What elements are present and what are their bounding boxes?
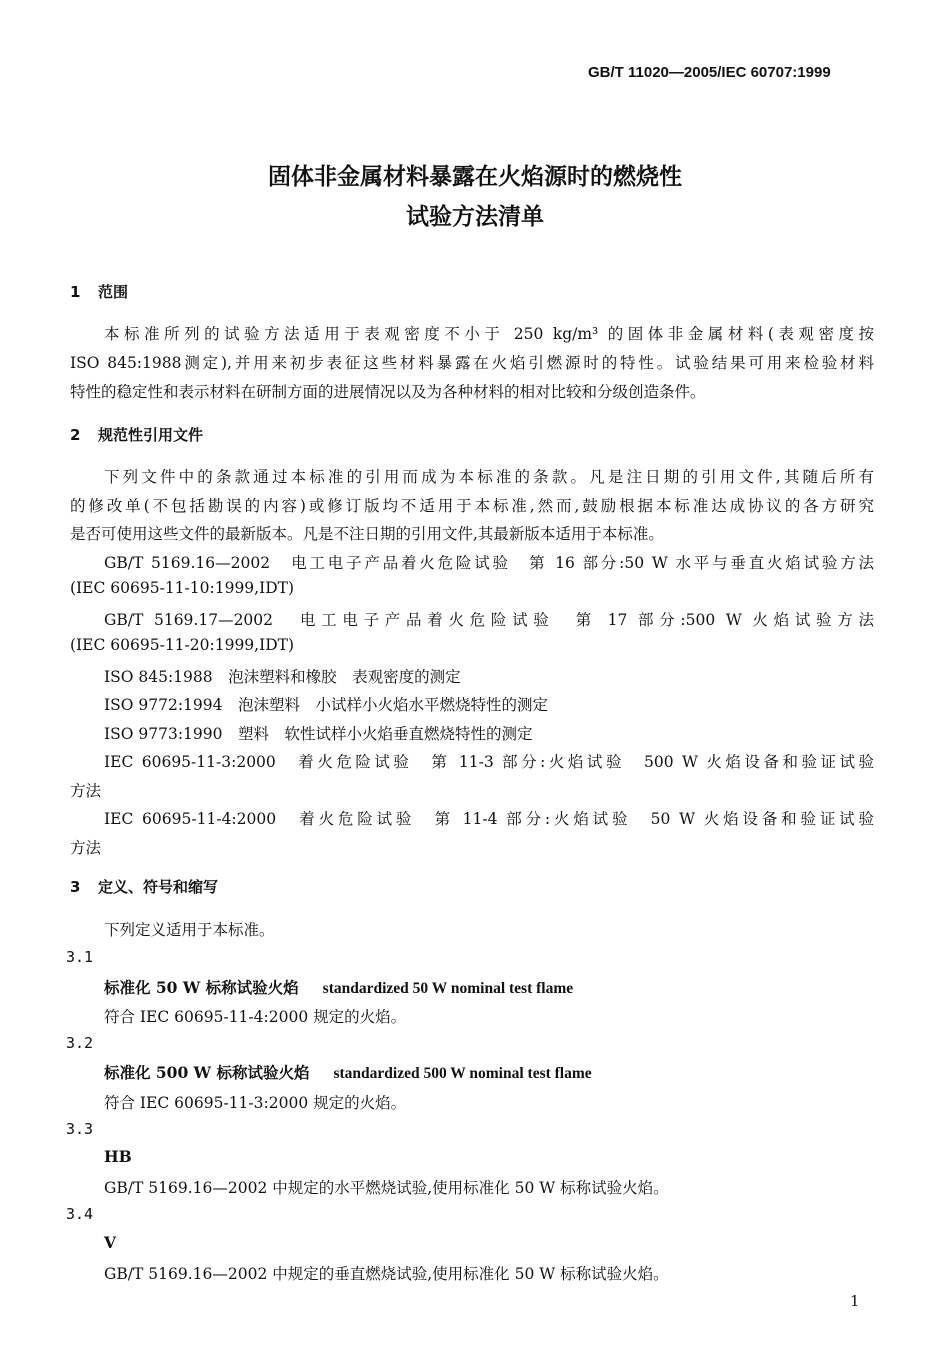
definition-text: 符合 IEC 60695-11-3:2000 规定的火焰。 xyxy=(104,1094,407,1112)
reference-item: IEC 60695-11-4:2000 着火危险试验 第 11-4 部分:火焰试验 50 W 火焰设备和验证试验 xyxy=(104,810,874,828)
section-3-heading xyxy=(70,876,218,897)
reference-item: GB/T 5169.16—2002 电工电子产品着火危险试验 第 16 部分:50 W 水平与垂直火焰试验方法 xyxy=(104,554,874,572)
definition-term xyxy=(104,1061,592,1083)
term-chinese: 标准化 50 W 标称试验火焰 xyxy=(104,978,299,997)
definition-text: 符合 IEC 60695-11-4:2000 规定的火焰。 xyxy=(104,1008,407,1026)
section-1-heading xyxy=(70,281,128,302)
paragraph-line: 是否可使用这些文件的最新版本。凡是不注日期的引用文件,其最新版本适用于本标准。 xyxy=(70,525,664,543)
section-title: 定义、符号和缩写 xyxy=(98,878,219,896)
page-title: 固体非金属材料暴露在火焰源时的燃烧性 xyxy=(268,164,682,190)
section-number: 2 xyxy=(70,426,81,444)
paragraph-line: 的修改单(不包括勘误的内容)或修订版均不适用于本标准,然而,鼓励根据本标准达成协议的各方研究 xyxy=(70,497,874,515)
term-english: standardized 500 W nominal test flame xyxy=(333,1065,592,1082)
paragraph-line: 下列文件中的条款通过本标准的引用而成为本标准的条款。凡是注日期的引用文件,其随后所有 xyxy=(104,468,874,486)
section-number: 1 xyxy=(70,283,81,301)
section-2-heading xyxy=(70,424,203,445)
definition-number: 3.4 xyxy=(66,1205,94,1223)
definition-term: HB xyxy=(104,1147,132,1166)
section-title: 范围 xyxy=(98,283,129,301)
definition-number: 3.1 xyxy=(66,948,94,966)
reference-item: ISO 845:1988 泡沫塑料和橡胶 表观密度的测定 xyxy=(104,668,461,686)
definition-term xyxy=(104,976,573,998)
reference-item: GB/T 5169.17—2002 电工电子产品着火危险试验 第 17 部分:500 W 火焰试验方法 xyxy=(104,611,874,629)
section-number: 3 xyxy=(70,878,81,896)
definition-number: 3.2 xyxy=(66,1034,94,1052)
reference-item: ISO 9773:1990 塑料 软性试样小火焰垂直燃烧特性的测定 xyxy=(104,725,533,743)
definitions-intro: 下列定义适用于本标准。 xyxy=(104,921,275,939)
definition-term: V xyxy=(104,1233,117,1252)
standard-code: GB/T 11020—2005/IEC 60707:1999 xyxy=(588,64,831,81)
reference-item: IEC 60695-11-3:2000 着火危险试验 第 11-3 部分:火焰试验 500 W 火焰设备和验证试验 xyxy=(104,753,874,771)
term-chinese: 标准化 500 W 标称试验火焰 xyxy=(104,1063,310,1082)
paragraph-line: ISO 845:1988测定),并用来初步表征这些材料暴露在火焰引燃源时的特性。试验结果可用来检验材料 xyxy=(70,354,874,372)
paragraph-line: 本标准所列的试验方法适用于表观密度不小于 250 kg/m³ 的固体非金属材料(表观密度按 xyxy=(104,325,874,343)
page-number: 1 xyxy=(850,1292,860,1310)
definition-number: 3.3 xyxy=(66,1120,94,1138)
reference-item: ISO 9772:1994 泡沫塑料 小试样小火焰水平燃烧特性的测定 xyxy=(104,696,548,714)
term-english: standardized 50 W nominal test flame xyxy=(322,980,574,997)
section-title: 规范性引用文件 xyxy=(98,426,204,444)
page-subtitle: 试验方法清单 xyxy=(406,204,544,230)
definition-text: GB/T 5169.16—2002 中规定的水平燃烧试验,使用标准化 50 W 标称试验火焰。 xyxy=(104,1179,669,1197)
reference-item-continued: 方法 xyxy=(70,782,102,800)
reference-item-continued: (IEC 60695-11-10:1999,IDT) xyxy=(70,579,295,597)
paragraph-line: 特性的稳定性和表示材料在研制方面的进展情况以及为各种材料的相对比较和分级创造条件。 xyxy=(70,383,706,401)
definition-text: GB/T 5169.16—2002 中规定的垂直燃烧试验,使用标准化 50 W 标称试验火焰。 xyxy=(104,1265,669,1283)
reference-item-continued: 方法 xyxy=(70,839,102,857)
reference-item-continued: (IEC 60695-11-20:1999,IDT) xyxy=(70,636,295,654)
